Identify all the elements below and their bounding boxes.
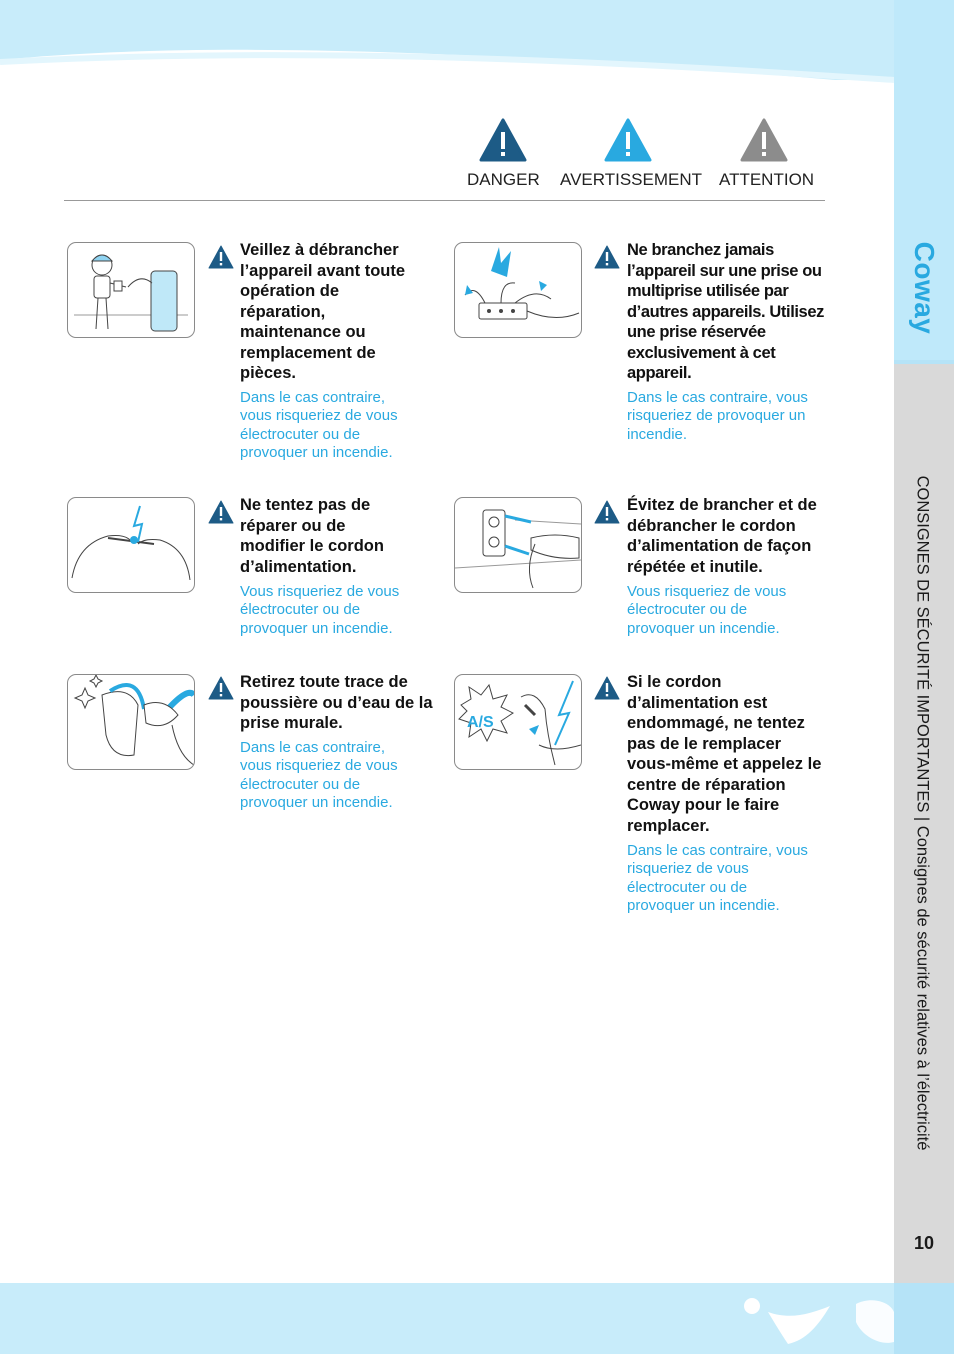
item-title: Ne branchez jamais l’appareil sur une prise ou multiprise utilisée par d’autres appareils. Utilisez une prise réservée exclusivement à cet appareil.: [627, 241, 824, 382]
danger-legend: [479, 118, 527, 162]
danger-warning-icon: [208, 500, 234, 524]
item-description: Dans le cas contraire, vous risqueriez de vous électrocuter ou de provoquer un incendie.: [240, 739, 398, 811]
item-description: Dans le cas contraire, vous risqueriez de provoquer un incendie.: [627, 389, 808, 443]
top-wave-decoration: [0, 0, 954, 110]
attention-label: ATTENTION: [719, 170, 815, 189]
avertissement-warning-icon: [604, 118, 652, 162]
as-service-label: A/S: [467, 714, 494, 731]
item-title: Évitez de brancher et de débrancher le cordon d’alimentation de façon répétée et inutile.: [627, 496, 817, 576]
water-drops-decoration: [740, 1292, 894, 1354]
danger-warning-icon: [594, 500, 620, 524]
danger-warning-icon: [594, 676, 620, 700]
cord-repair-sparks-icon: [67, 497, 195, 593]
wall-outlet-plug-icon: [454, 497, 582, 593]
brand-logo: Coway: [909, 241, 940, 335]
item-description: Vous risqueriez de vous électrocuter ou de provoquer un incendie.: [240, 583, 400, 637]
item-description: Dans le cas contraire, vous risqueriez de vous électrocuter ou de provoquer un incendie.: [627, 842, 808, 914]
danger-warning-icon: [479, 118, 527, 162]
danger-warning-icon: [594, 245, 620, 269]
technician-unplugging-icon: [67, 242, 195, 338]
warning-legend: [604, 118, 652, 162]
divider: [64, 200, 825, 201]
danger-warning-icon: [208, 676, 234, 700]
item-title: Veillez à débrancher l’appareil avant toute opération de réparation, maintenance ou remplacement de pièces.: [240, 241, 406, 382]
danger-label: DANGER: [467, 170, 540, 189]
section-title: CONSIGNES DE SÉCURITÉ IMPORTANTES | Consignes de sécurité relatives à l’électricité: [913, 475, 932, 1151]
overloaded-power-strip-icon: [454, 242, 582, 338]
danger-warning-icon: [208, 245, 234, 269]
item-title: Retirez toute trace de poussière ou d’eau de la prise murale.: [240, 673, 433, 732]
avertissement-label: AVERTISSEMENT: [560, 170, 703, 189]
item-description: Dans le cas contraire, vous risqueriez de vous électrocuter ou de provoquer un incendie.: [240, 389, 398, 461]
damaged-cord-service-icon: [454, 674, 582, 770]
page-number: 10: [913, 1233, 935, 1253]
cleaning-plug-icon: [67, 674, 195, 770]
attention-warning-icon: [740, 118, 788, 162]
caution-legend: [740, 118, 788, 162]
item-description: Vous risqueriez de vous électrocuter ou de provoquer un incendie.: [627, 583, 787, 637]
item-title: Ne tentez pas de réparer ou de modifier le cordon d’alimentation.: [240, 496, 384, 576]
item-title: Si le cordon d’alimentation est endommagé, ne tentez pas de le remplacer vous-même et appelez le centre de réparation Coway pour le faire remplacer.: [627, 673, 822, 835]
